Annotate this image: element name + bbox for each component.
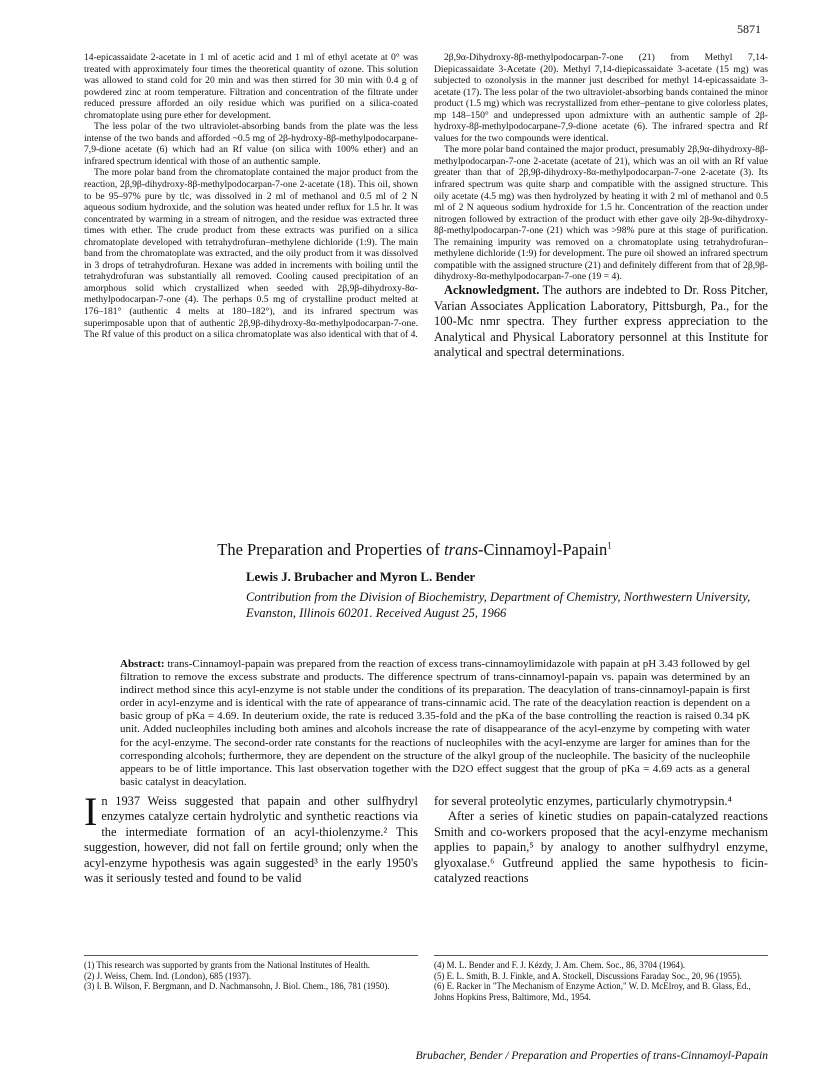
body-column-right: [434, 794, 768, 886]
footnote: (1) This research was supported by grants from the National Institutes of Health.: [84, 960, 370, 970]
running-footer: Brubacher, Bender / Preparation and Properties of trans-Cinnamoyl-Papain: [415, 1050, 768, 1062]
article-title: The Preparation and Properties of trans-Cinnamoyl-Papain$^1$: [217, 540, 612, 559]
affiliation: Contribution from the Division of Biochemistry, Department of Chemistry, Northwestern University, Evanston, Illinois 60201. Received August 25, 1966: [246, 590, 751, 620]
experimental-column-left: [84, 52, 418, 341]
page-number: 5871: [737, 22, 761, 36]
experimental-column-right: [434, 52, 768, 361]
paragraph: 14-epicassaidate 2-acetate in 1 ml of acetic acid and 1 ml of ethyl acetate at 0° was treated with approximately four times the theoretical quantity of ozone. This solution was allowed to stand cold for 20 min and was then stirred for 30 min with 0.4 g of powdered zinc at room temperature. Filtration and concentration of the filtrate under reduced pressure afforded an oily residue which was purified on a silica-coated chromatoplate using pure ether for development.: [84, 52, 418, 121]
acknowledgment-heading: Acknowledgment.: [444, 282, 540, 297]
paragraph: The more polar band contained the major product, presumably 2β,9α-dihydroxy-8β-methylpodocarpan-7-one 2-acetate (acetate of 21), which was an oil with an Rf value greater than that of 2β,9β-dihydroxy-8α-methylpodocarpan-7-one 2-acetate (3). Its infrared spectrum was quite sharp and compatible with the assigned structure. This oily acetate (4.5 mg) was then hydrolyzed by heating it with 2 ml of methanol and 0.5 ml of 2 N aqueous sodium hydroxide for 1.5 hr. Concentration of the reaction under nitrogen followed by extraction of the product with ether gave oily 2β-9α-dihydroxy-8β-methylpodocarpan-7-one (21) which was >98% pure at this stage of purification. The remaining impurity was removed on a chromatoplate using tetrahydrofuran–methylene dichloride (1:9) for development. The pure oil showed an infrared spectrum compatible with the assigned structure (21) and definitely different from that of 2β,9β-dihydroxy-8α-methylpodocarpan-7-one (19 = 4).: [434, 144, 768, 283]
body-text: for several proteolytic enzymes, particularly chymotrypsin.⁴: [434, 794, 732, 808]
footnotes-right: [434, 955, 768, 1002]
abstract: [120, 658, 750, 789]
footnote: (2) J. Weiss, Chem. Ind. (London), 685 (1937).: [84, 970, 251, 981]
footnote: (4) M. L. Bender and F. J. Kézdy, J. Am. Chem. Soc., 86, 3704 (1964).: [434, 960, 686, 970]
footnotes-left: [84, 955, 418, 992]
footnote: (6) E. Racker in "The Mechanism of Enzyme Action," W. D. McElroy, and B. Glass, Ed., Johns Hopkins Press, Baltimore, Md., 1954.: [434, 981, 751, 1002]
drop-cap: I: [84, 789, 98, 834]
footnote: (3) I. B. Wilson, F. Bergmann, and D. Nachmansohn, J. Biol. Chem., 186, 781 (1950).: [84, 981, 390, 991]
footnote: (5) E. L. Smith, B. J. Finkle, and A. Stockell, Discussions Faraday Soc., 20, 96 (1955).: [434, 970, 742, 981]
paragraph: The less polar of the two ultraviolet-absorbing bands from the plate was the less intense of the two bands and afforded ~0.5 mg of 2β-hydroxy-8β-methylpodocarpane-7,9-dione acetate (6) which had an Rf value (on silica with 100% ether) and an infrared spectrum identical with those of an authentic sample.: [84, 121, 418, 167]
abstract-label: Abstract:: [120, 658, 165, 670]
acknowledgment: [434, 283, 768, 361]
body-text: n 1937 Weiss suggested that papain and other sulfhydryl enzymes catalyze certain hydrolytic and synthetic reactions via the intermediate formation of an acyl-thiolenzyme.² This suggestion, however, did not fall on fertile ground; only when the acyl-enzyme hypothesis was again suggested³ in the early 1950's was it seriously tested and found to be valid: [84, 794, 418, 886]
acknowledgment-text: The authors are indebted to Dr. Ross Pitcher, Varian Associates Application Laboratory, Pittsburgh, Pa., for the 100-Mc nmr spectra. They further express appreciation to the Analytical and Physical Laboratory personnel at this Institute for analytical and spectral determinations.: [434, 282, 768, 360]
abstract-text: trans-Cinnamoyl-papain was prepared from the reaction of excess trans-cinnamoylimidazole with papain at pH 3.43 followed by gel filtration to remove the excess substrate and products. The difference spectrum of trans-cinnamoyl-papain vs. papain was determined by an indirect method since this acyl-enzyme is not stable under the conditions of its preparation. The deacylation of trans-cinnamoyl-papain is first order in acyl-enzyme and is identical with the rate of appearance of trans-cinnamic acid. The rate of the deacylation reaction is dependent on a basic group of pKa = 4.69. In deuterium oxide, the rate is reduced 3.35-fold and the pKa of the base controlling the reaction is raised 0.34 pK unit. Added nucleophiles including both amines and alcohols increase the rate of disappearance of the acyl-enzyme by competing with water for the acyl-enzyme. The second-order rate constants for the reactions of nucleophiles with the acyl-enzyme are larger for amines than for the corresponding alcohols; furthermore, they are dependent on the structure of the alkyl group of the nucleophile. The basicity of the nucleophile appears to be of little importance. This last observation together with the D2O effect suggest that the group of pKa = 4.69 acts as a general basic catalyst in deacylation.: [120, 658, 751, 788]
paragraph: 2β,9α-Dihydroxy-8β-methylpodocarpan-7-one (21) from Methyl 7,14-Diepicassaidate 3-Acetate (20). Methyl 7,14-diepicassaidate 3-acetate (15 mg) was subjected to ozonolysis in the manner just described for methyl 14-epicassaidate 3-acetate (17). The less polar of the two ultraviolet-absorbing bands contained the minor product (1.5 mg) which was recrystallized from ether–pentane to give colorless plates, mp 148–150° and undepressed upon admixture with an authentic sample of 2β-hydroxy-8β-methylpodocarpane-7,9-dione acetate (6). The infrared spectra and Rf values for the two compounds were identical.: [434, 52, 768, 144]
body-column-left: [84, 789, 418, 886]
authors: Lewis J. Brubacher and Myron L. Bender: [246, 570, 476, 584]
paragraph: The more polar band from the chromatoplate contained the major product from the reaction, 2β,9β-dihydroxy-8β-methylpodocarpan-7-one 2-acetate (18). This oil, shown to be 95–97% pure by tlc, was dissolved in 2 ml of methanol and 0.5 ml of 2 N aqueous sodium hydroxide, and the solution was heated under reflux for 1.5 hr. It was concentrated by warming in a stream of nitrogen, and the residue was extracted three times with ether. The crude product from these extracts was purified on a silica chromatoplate developed with tetrahydrofuran–methylene dichloride (1:9). The main band from the chromatoplate was extracted, and the oily product from it was dissolved in 3 drops of tetrahydrofuran. Hexane was added in increments with boiling until the tetrahydrofuran was substantially all removed. Cooling caused precipitation of an amorphous solid which crystallized when seeded with 2β,9β-dihydroxy-8α-methylpodocarpan-7-one (4). The perhaps 0.5 mg of crystalline product melted at 176–181° (authentic 4 melts at 180–182°), and its infrared spectrum was superimposable upon that of authentic 2β,9β-dihydroxy-8α-methylpodocarpan-7-one. The Rf value of this product on a silica chromatoplate was also identical with that of 4.: [84, 167, 418, 341]
body-text: After a series of kinetic studies on papain-catalyzed reactions Smith and co-workers proposed that the acyl-enzyme mechanism applies to papain,⁵ by analogy to another sulfhydryl enzyme, glyoxalase.⁶ Gutfreund applied the same hypothesis to ficin-catalyzed reactions: [434, 809, 768, 886]
